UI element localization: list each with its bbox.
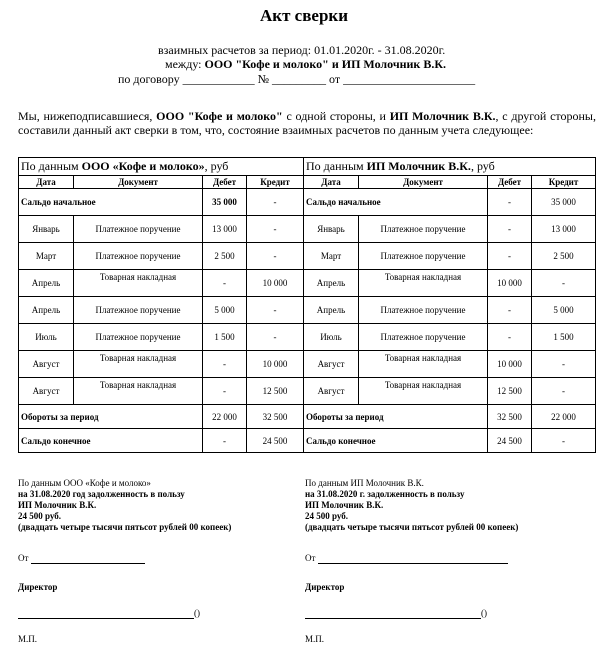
row-right-debit: - [488,243,532,270]
row-right-debit: 10 000 [488,270,532,297]
left-stamp-label: М.П. [18,634,38,644]
col-document: Документ [359,176,488,189]
row-left-credit: - [247,243,304,270]
summary-right-line4: 24 500 руб. [305,511,349,521]
between-parties: ООО "Кофе и молоко" и ИП Молочник В.К. [204,57,447,71]
closing-balance-row [19,429,596,453]
row-right-debit: 12 500 [488,378,532,405]
turnover-left-credit: 32 500 [247,405,304,429]
summary-right [305,478,518,533]
left-from-line: От [18,553,145,564]
row-right-credit: - [532,351,596,378]
row-document: Платежное поручение [74,297,203,324]
closing-label: Сальдо конечное [19,429,203,453]
turnover-right-debit: 32 500 [488,405,532,429]
row-document: Платежное поручение [74,324,203,351]
table-row [19,324,596,351]
right-party-header: По данным ИП Молочник В.К., руб [304,158,596,176]
col-date: Дата [304,176,359,189]
row-date: Апрель [304,297,359,324]
summary-left [18,478,231,533]
period-line: взаимных расчетов за период: 01.01.2020г. - 31.08.2020г. [158,43,446,57]
row-left-credit: - [247,297,304,324]
table-row [19,297,596,324]
table-row [19,378,596,405]
summary-right-line3: ИП Молочник В.К. [305,500,384,510]
row-date: Март [304,243,359,270]
row-date: Январь [19,216,74,243]
row-date: Август [19,378,74,405]
closing-left-debit: - [203,429,247,453]
intro-party-b: ИП Молочник В.К. [389,109,496,123]
left-signature-line: () [18,608,200,619]
row-right-debit: - [488,216,532,243]
row-document: Товарная накладная [74,351,203,378]
col-credit: Кредит [532,176,596,189]
turnover-label: Обороты за период [304,405,488,429]
turnover-row [19,405,596,429]
summary-left-line2: на 31.08.2020 год задолженность в пользу [18,489,185,499]
intro-text-3: , с другой стороны, составили данный акт сверки в том, что, состояние взаимных расчетов по данным учета следующее: [18,109,596,137]
summary-left-line5: (двадцать четыре тысячи пятьсот рублей 00 копеек) [18,522,232,532]
opening-label: Сальдо начальное [19,189,203,216]
row-document: Товарная накладная [359,378,488,405]
opening-label: Сальдо начальное [304,189,488,216]
row-date: Август [304,378,359,405]
row-right-credit: 2 500 [532,243,596,270]
row-date: Апрель [304,270,359,297]
column-header-row [19,176,596,189]
closing-right-credit: - [532,429,596,453]
row-document: Платежное поручение [74,243,203,270]
intro-paragraph [18,109,596,137]
reconciliation-table [18,157,596,453]
row-right-debit: - [488,324,532,351]
row-left-credit: 10 000 [247,351,304,378]
summary-left-line4: 24 500 руб. [18,511,62,521]
turnover-right-credit: 22 000 [532,405,596,429]
row-date: Март [19,243,74,270]
opening-right-debit: - [488,189,532,216]
row-left-debit: 5 000 [203,297,247,324]
intro-party-a: ООО "Кофе и молоко" [156,109,283,123]
summary-right-line5: (двадцать четыре тысячи пятьсот рублей 00 копеек) [305,522,519,532]
row-left-debit: 2 500 [203,243,247,270]
row-date: Январь [304,216,359,243]
opening-left-credit: - [247,189,304,216]
row-right-credit: - [532,378,596,405]
document-title: Акт сверки [260,6,348,25]
opening-left-debit: 35 000 [203,189,247,216]
intro-text-1: Мы, нижеподписавшиеся, [18,109,153,123]
row-left-credit: 10 000 [247,270,304,297]
row-date: Апрель [19,297,74,324]
closing-right-debit: 24 500 [488,429,532,453]
row-right-credit: 1 500 [532,324,596,351]
row-document: Товарная накладная [359,270,488,297]
between-line [165,57,446,72]
row-document: Платежное поручение [359,297,488,324]
summary-right-line2: на 31.08.2020 г. задолженность в пользу [305,489,465,499]
row-left-debit: - [203,351,247,378]
intro-text-2: с одной стороны, и [286,109,386,123]
right-director-label: Директор [305,582,345,592]
row-date: Август [19,351,74,378]
row-left-debit: - [203,378,247,405]
summary-left-line1: По данным ООО «Кофе и молоко» [18,478,151,488]
closing-label: Сальдо конечное [304,429,488,453]
turnover-left-debit: 22 000 [203,405,247,429]
table-row [19,243,596,270]
row-document: Товарная накладная [74,378,203,405]
row-document: Платежное поручение [359,324,488,351]
row-left-credit: - [247,216,304,243]
between-prefix: между: [165,57,202,71]
row-date: Июль [19,324,74,351]
col-debit: Дебет [203,176,247,189]
row-date: Август [304,351,359,378]
col-debit: Дебет [488,176,532,189]
closing-left-credit: 24 500 [247,429,304,453]
summary-left-line3: ИП Молочник В.К. [18,500,97,510]
col-date: Дата [19,176,74,189]
row-right-credit: - [532,270,596,297]
row-right-debit: 10 000 [488,351,532,378]
col-document: Документ [74,176,203,189]
row-document: Платежное поручение [74,216,203,243]
right-signature-line: () [305,608,487,619]
table-row [19,351,596,378]
row-left-credit: 12 500 [247,378,304,405]
row-right-credit: 5 000 [532,297,596,324]
turnover-label: Обороты за период [19,405,203,429]
left-director-label: Директор [18,582,58,592]
left-party-header: По данным ООО «Кофе и молоко», руб [19,158,304,176]
row-document: Платежное поручение [359,216,488,243]
row-document: Платежное поручение [359,243,488,270]
row-right-debit: - [488,297,532,324]
row-left-credit: - [247,324,304,351]
opening-right-credit: 35 000 [532,189,596,216]
table-row [19,270,596,297]
right-from-line: От [305,553,508,564]
summary-right-line1: По данным ИП Молочник В.К. [305,478,424,488]
row-document: Товарная накладная [74,270,203,297]
table-row [19,216,596,243]
col-credit: Кредит [247,176,304,189]
row-right-credit: 13 000 [532,216,596,243]
row-left-debit: 13 000 [203,216,247,243]
row-date: Апрель [19,270,74,297]
right-stamp-label: М.П. [305,634,325,644]
row-left-debit: 1 500 [203,324,247,351]
row-document: Товарная накладная [359,351,488,378]
row-left-debit: - [203,270,247,297]
contract-line: по договору ____________ № _________ от ______________________ [118,72,476,86]
opening-balance-row [19,189,596,216]
row-date: Июль [304,324,359,351]
